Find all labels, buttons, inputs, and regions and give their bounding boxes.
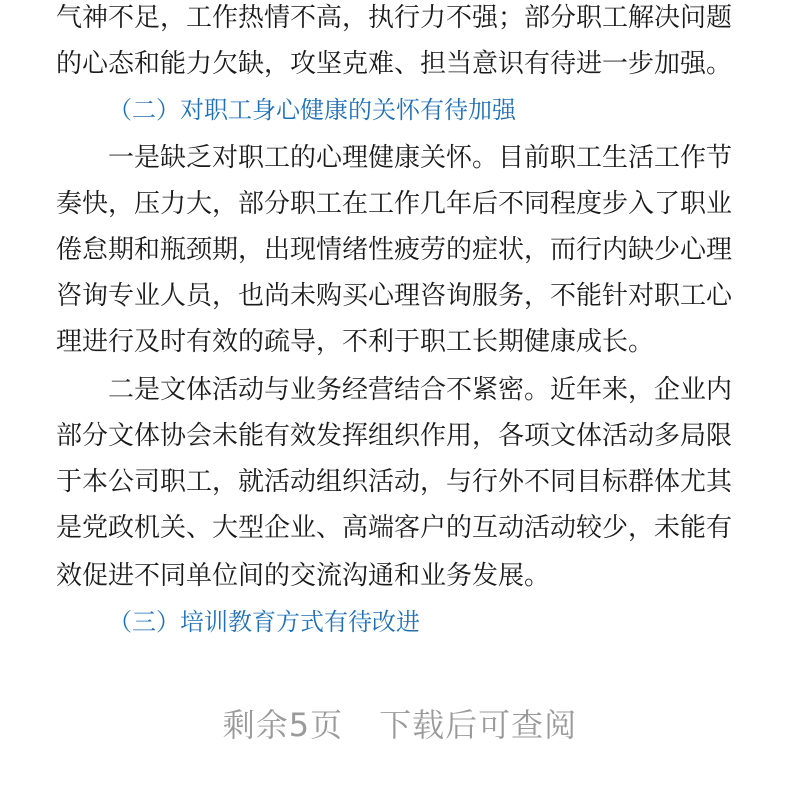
paragraph-line: 倦怠期和瓶颈期，出现情绪性疲劳的症状，而行内缺少心理 <box>56 235 733 265</box>
paragraph-line: 奏快，压力大，部分职工在工作几年后不同程度步入了职业 <box>56 189 733 219</box>
section-heading: （三）培训教育方式有待改进 <box>108 608 420 636</box>
remaining-pages-label: 剩余5页 <box>222 706 344 744</box>
paragraph-line: 气神不足，工作热情不高，执行力不强；部分职工解决问题 <box>56 3 733 33</box>
paragraph-line: 理进行及时有效的疏导，不利于职工长期健康成长。 <box>56 327 655 357</box>
paragraph-line: 二是文体活动与业务经营结合不紧密。近年来，企业内 <box>108 375 733 405</box>
paragraph-line: 效促进不同单位间的交流沟通和业务发展。 <box>56 561 551 591</box>
remaining-pages-notice[interactable] <box>0 700 800 746</box>
paragraph-line: 于本公司职工，就活动组织活动，与行外不同目标群体尤其 <box>56 467 733 497</box>
download-hint-label: 下载后可查阅 <box>379 706 578 744</box>
paragraph-line: 咨询专业人员，也尚未购买心理咨询服务，不能针对职工心 <box>56 281 733 311</box>
section-heading: （二）对职工身心健康的关怀有待加强 <box>108 96 516 124</box>
paragraph-line: 部分文体协会未能有效发挥组织作用，各项文体活动多局限 <box>56 421 733 451</box>
paragraph-line: 是党政机关、大型企业、高端客户的互动活动较少，未能有 <box>56 513 733 543</box>
paragraph-line: 的心态和能力欠缺，攻坚克难、担当意识有待进一步加强。 <box>56 49 733 79</box>
paragraph-line: 一是缺乏对职工的心理健康关怀。目前职工生活工作节 <box>108 143 733 173</box>
